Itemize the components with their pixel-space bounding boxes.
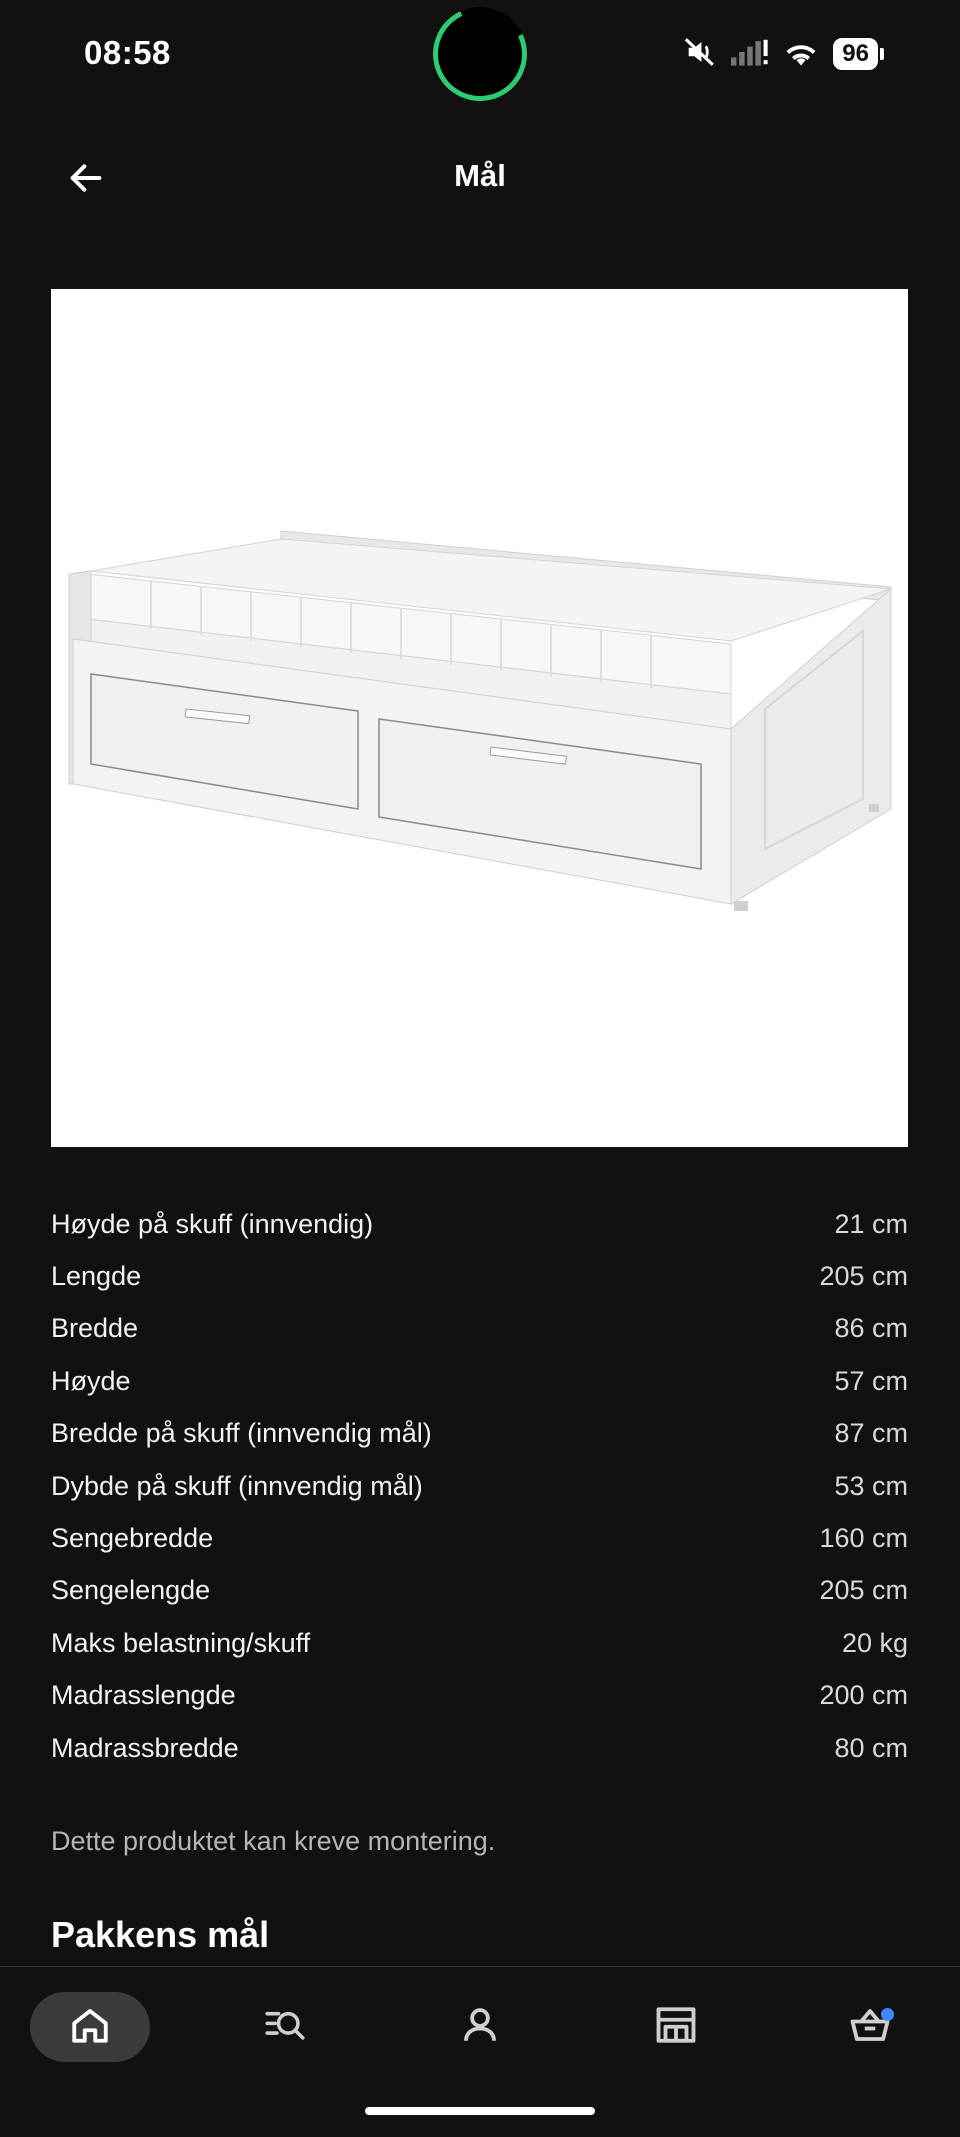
dimension-value: 53 cm [834, 1470, 908, 1501]
dimension-label: Sengelengde [51, 1575, 211, 1606]
list-item [51, 1617, 908, 1669]
status-time: 08:58 [84, 34, 171, 71]
page-title: Mål [454, 158, 506, 193]
dimension-label: Sengebredde [51, 1523, 214, 1554]
dimension-label: Maks belastning/skuff [51, 1627, 311, 1658]
list-item [51, 1670, 908, 1722]
dimension-value: 80 cm [834, 1732, 908, 1763]
dimension-list [51, 1198, 908, 1774]
dimension-value: 57 cm [834, 1365, 908, 1396]
home-indicator [365, 2107, 595, 2115]
list-item [51, 1355, 908, 1407]
nav-search[interactable] [225, 1992, 345, 2062]
list-item [51, 1512, 908, 1564]
dimension-value: 205 cm [819, 1575, 908, 1606]
dimension-value: 20 kg [841, 1627, 908, 1658]
home-icon [69, 2004, 111, 2051]
status-icons [683, 34, 878, 74]
package-dimensions-heading: Pakkens mål [51, 1914, 270, 1955]
nav-store[interactable] [616, 1992, 736, 2062]
list-item [51, 1722, 908, 1774]
dimension-value: 86 cm [834, 1313, 908, 1344]
search-icon [264, 2004, 306, 2051]
status-bar [0, 0, 960, 110]
dimension-label: Bredde på skuff (innvendig mål) [51, 1418, 432, 1449]
daybed-with-drawers-illustration [51, 289, 908, 1147]
nav-cart[interactable] [810, 1992, 930, 2062]
dimension-value: 87 cm [834, 1418, 908, 1449]
dimension-value: 160 cm [819, 1523, 908, 1554]
nav-profile[interactable] [420, 1992, 540, 2062]
dimension-label: Madrassbredde [51, 1732, 239, 1763]
dimension-value: 21 cm [834, 1208, 908, 1239]
page-header [0, 120, 960, 230]
dimension-value: 205 cm [819, 1261, 908, 1292]
list-item [51, 1198, 908, 1250]
list-item [51, 1250, 908, 1302]
list-item [51, 1408, 908, 1460]
product-image [51, 289, 908, 1147]
dimension-label: Bredde [51, 1313, 139, 1344]
wifi-icon [783, 37, 819, 72]
dimension-label: Høyde [51, 1365, 131, 1396]
list-item [51, 1565, 908, 1617]
nav-home[interactable] [30, 1992, 150, 2062]
signal-icon [731, 37, 769, 72]
cart-badge [881, 2008, 894, 2021]
battery-icon: 96 [833, 38, 878, 70]
list-item [51, 1303, 908, 1355]
camera-cutout [420, 0, 540, 114]
store-icon [655, 2004, 697, 2051]
dimension-label: Lengde [51, 1261, 142, 1292]
dimension-label: Høyde på skuff (innvendig) [51, 1208, 374, 1239]
dimension-label: Dybde på skuff (innvendig mål) [51, 1470, 423, 1501]
profile-icon [459, 2004, 501, 2051]
mute-icon [683, 35, 717, 74]
dimension-value: 200 cm [819, 1680, 908, 1711]
dimension-label: Madrasslengde [51, 1680, 236, 1711]
list-item [51, 1460, 908, 1512]
assembly-note: Dette produktet kan kreve montering. [51, 1826, 496, 1856]
